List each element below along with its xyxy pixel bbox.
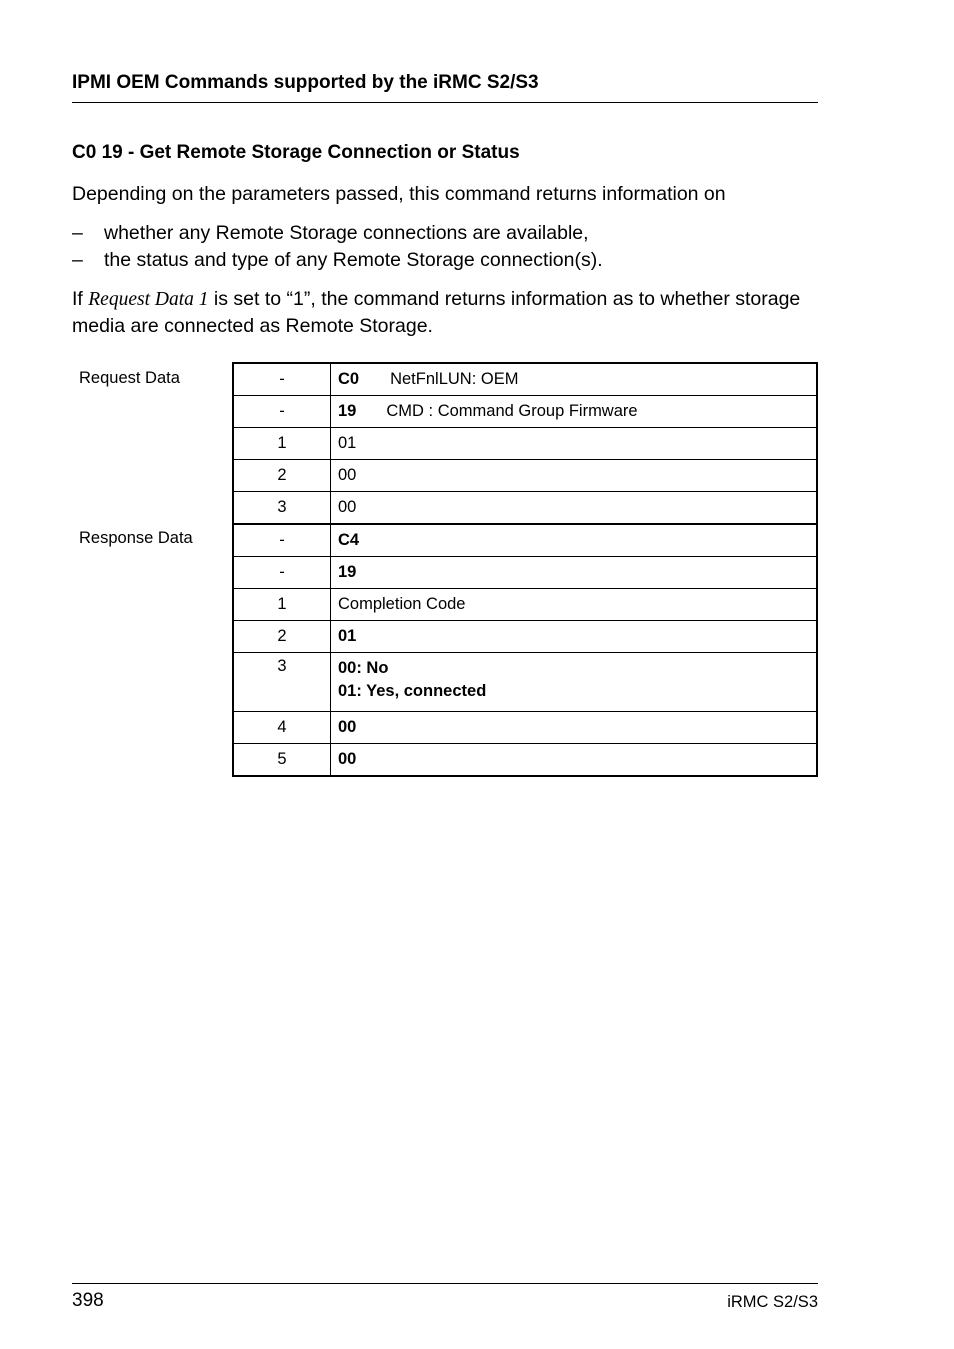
value-option: 00: No [338,659,389,677]
byte-code: C0 [338,370,360,388]
byte-index: 2 [233,621,331,653]
section-title: C0 19 - Get Remote Storage Connection or Status [72,142,520,163]
bullet-list [72,220,832,274]
byte-value: 00 [331,460,818,492]
byte-value [331,396,818,428]
byte-index: 1 [233,589,331,621]
list-item [72,247,832,274]
page-header-title: IPMI OEM Commands supported by the iRMC S2/S3 [72,72,539,93]
byte-value: 00 [331,744,818,777]
paragraph-prefix: If [72,288,89,310]
bullet-text: the status and type of any Remote Storage connection(s). [104,249,603,271]
list-item [72,220,832,247]
byte-value: 00 [331,492,818,525]
byte-value: 01 [331,621,818,653]
table-row [233,589,817,621]
byte-index: 4 [233,712,331,744]
table-row [233,363,817,396]
table-row [233,396,817,428]
header-divider [72,102,818,103]
request-data-paragraph [72,286,832,339]
table-row [233,460,817,492]
command-data-table [232,362,818,777]
byte-value: Completion Code [331,589,818,621]
byte-index: - [233,396,331,428]
byte-value: C4 [331,524,818,557]
table-row [233,557,817,589]
byte-value: 00 [331,712,818,744]
table-row [233,621,817,653]
byte-index: 3 [233,492,331,525]
byte-value [331,653,818,712]
table-row [233,653,817,712]
bullet-text: whether any Remote Storage connections are available, [104,222,589,244]
byte-index: 3 [233,653,331,712]
byte-index: 1 [233,428,331,460]
page-number: 398 [72,1290,104,1311]
byte-index: 5 [233,744,331,777]
value-option: 01: Yes, connected [338,682,487,700]
table-row [233,744,817,777]
byte-description: NetFnlLUN: OEM [390,370,519,388]
byte-value: 19 [331,557,818,589]
table-row [233,492,817,525]
byte-description: CMD : Command Group Firmware [386,402,638,420]
byte-index: - [233,524,331,557]
bullet-dash: – [72,222,83,244]
paragraph-suffix: is set to “1”, the command returns information as to whether storage media are connected as Remote Storage. [72,288,801,337]
response-data-label: Response Data [79,529,193,547]
footer-divider [72,1283,818,1284]
request-data-label: Request Data [79,369,180,387]
byte-index: - [233,557,331,589]
intro-paragraph: Depending on the parameters passed, this command returns information on [72,183,726,205]
table-row [233,524,817,557]
byte-index: - [233,363,331,396]
paragraph-emphasis: Request Data 1 [88,289,209,310]
byte-value: 01 [331,428,818,460]
byte-index: 2 [233,460,331,492]
footer-product-name: iRMC S2/S3 [727,1293,818,1311]
table-row [233,428,817,460]
bullet-dash: – [72,249,83,271]
byte-value [331,363,818,396]
byte-code: 19 [338,402,357,420]
table-row [233,712,817,744]
